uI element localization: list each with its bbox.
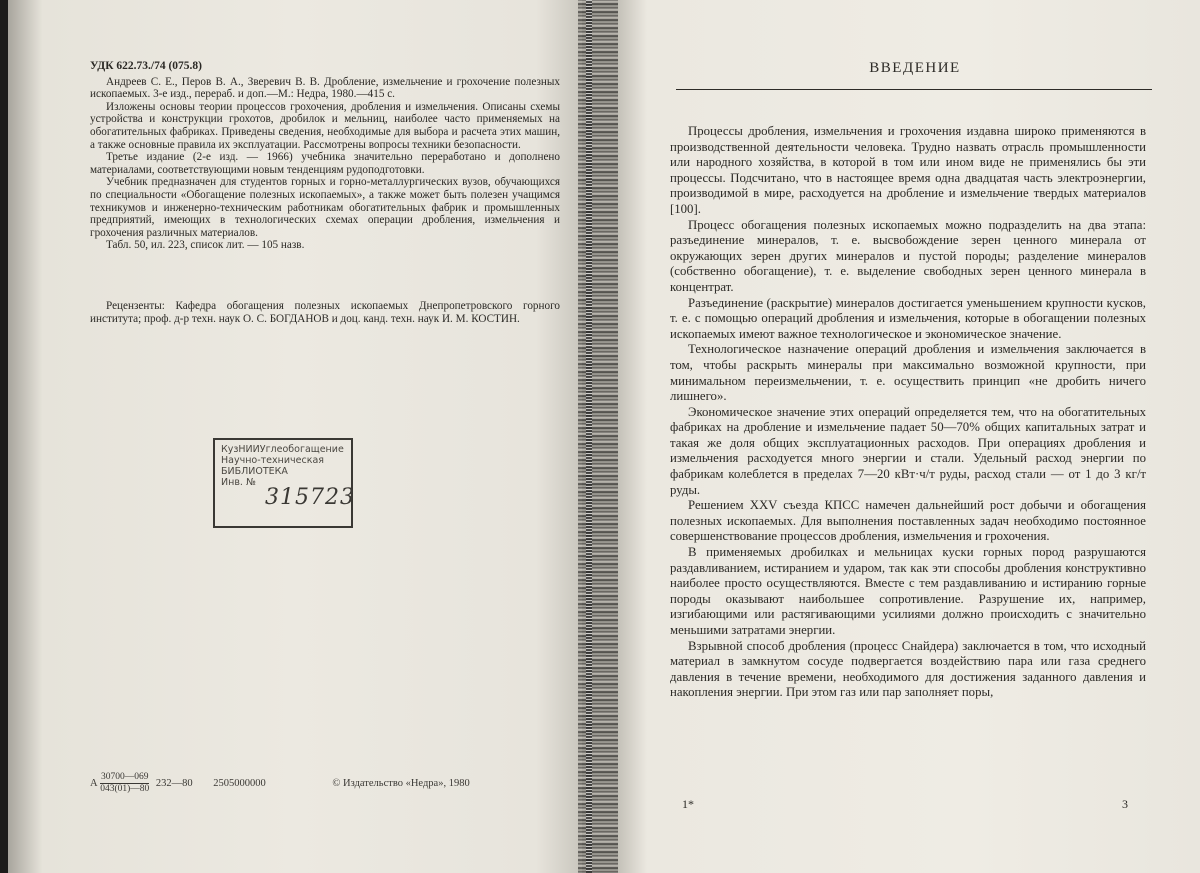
body-paragraph: Разъединение (раскрытие) минералов достигается уменьшением крупности кусков, т. е. с помощью операций дробления и измельчения, которые в обогащении полезных ископаемых имеют важное технологическое и экономическое значение. xyxy=(670,295,1146,341)
reviewers-text: Рецензенты: Кафедра обогащения полезных ископаемых Днепропетровского горного института; проф. д-р техн. наук О. С. БОГДАНОВ и доц. канд. техн. наук И. М. КОСТИН. xyxy=(90,300,560,325)
chapter-body xyxy=(670,124,1146,701)
stamp-inventory-number: 315723 xyxy=(265,485,355,510)
fraction-top: 30700—069 xyxy=(101,772,149,782)
left-page xyxy=(8,0,582,873)
imprint-code: 232—80 xyxy=(155,777,193,789)
body-paragraph: Процесс обогащения полезных ископаемых можно подразделить на два этапа: разъединение минералов, т. е. высвобождение зерен ценного минерала от окружающих зерен других минералов и пустой породы; разделение минералов (собственно обогащение), т. е. выделение свободных зерен ценного минерала в концентрат. xyxy=(670,217,1146,294)
imprint-letter: А xyxy=(90,777,98,789)
stamp-line: КузНИИУглеобогащение xyxy=(221,444,344,455)
body-paragraph: Взрывной способ дробления (процесс Снайдера) заключается в том, что исходный материал в замкнутом сосуде подвергается воздействию пара или газа среднего давления в течение времени, необходимого для достижения заданного давления и накопления энергии. При этом газ или пар заполняет поры, xyxy=(670,638,1146,700)
biblio-paragraph: Третье издание (2-е изд. — 1966) учебника значительно переработано и дополнено материалами, соответствующими новым тенденциям рудоподготовки. xyxy=(90,151,560,176)
stamp-line: Научно-техническая xyxy=(221,455,324,466)
fraction-bottom: 043(01)—80 xyxy=(100,784,150,794)
imprint-fraction xyxy=(100,772,149,795)
stamp-line: БИБЛИОТЕКА xyxy=(221,466,288,477)
page-number: 3 xyxy=(1122,797,1128,811)
chapter-title: ВВЕДЕНИЕ xyxy=(869,60,961,76)
biblio-paragraph: Учебник предназначен для студентов горных и горно-металлургических вузов, обучающихся по специальности «Обогащение полезных ископаемых», а также может быть полезен учащимся техникумов и инженерно-техническим работникам обогатительных фабрик и промышленных предприятий, имеющих в технологических схемах операции дробления, измельчения и грохочения различных материалов. xyxy=(90,176,560,239)
library-stamp xyxy=(213,438,353,528)
right-page xyxy=(618,0,1200,873)
copyright-line: © Издательство «Недра», 1980 xyxy=(332,777,470,789)
udk-code: УДК 622.73./74 (075.8) xyxy=(90,60,203,72)
reviewers-block xyxy=(90,300,560,325)
imprint-code: 2505000000 xyxy=(213,777,266,789)
chapter-header xyxy=(670,60,1140,90)
stamp-line: Инв. № xyxy=(221,477,256,488)
bibliographic-block xyxy=(90,60,560,252)
body-paragraph: Экономическое значение этих операций определяется тем, что на обогатительных фабриках на дробление и измельчение падает 50—70% общих капитальных затрат и такая же доля общих эксплуатационных расходов. При операциях дробления и измельчения расходуется много энергии и стали. Удельный расход энергии по фабрикам колеблется в пределах 7—20 кВт·ч/т руды, расход стали — от 1 до 3 кг/т руды. xyxy=(670,404,1146,497)
signature-mark: 1* xyxy=(682,797,694,811)
imprint-line xyxy=(90,772,560,795)
body-paragraph: Решением XXV съезда КПСС намечен дальнейший рост добычи и обогащения полезных ископаемых. Для выполнения поставленных задач необходимо постоянное совершенствование процессов дробления, измельчения и грохочения. xyxy=(670,498,1146,544)
body-paragraph: В применяемых дробилках и мельницах куски горных пород разрушаются раздавливанием, истиранием и ударом, так как эти способы дробления конструктивно наиболее просто осуществляются. Вместе с тем раздавливанию и истиранию горные породы оказывают наибольшее сопротивление. Разрушение их, например, изгибающими или растягивающими усилиями должно происходить с значительно меньшими затратами энергии. xyxy=(670,545,1146,637)
biblio-paragraph: Изложены основы теории процессов грохочения, дробления и измельчения. Описаны схемы устройства и конструкции грохотов, дробилок и мельниц, наиболее часто применяемых на обогатительных фабриках. Приведены сведения, необходимые для выбора и расчета этих машин, а также основные правила их эксплуатации. Рассмотрены вопросы техники безопасности. xyxy=(90,100,560,151)
body-paragraph: Процессы дробления, измельчения и грохочения издавна широко применяются в производственной деятельности человека. Трудно назвать отрасль промышленности или народного хозяйства, в которой в том или ином виде не применялись бы эти процессы. Подсчитано, что в настоящее время одна двадцатая часть электроэнергии, производимой в мире, расходуется на дробление и измельчение твердых материалов [100]. xyxy=(670,124,1146,216)
heading-rule xyxy=(676,89,1152,90)
biblio-paragraph: Табл. 50, ил. 223, список лит. — 105 назв. xyxy=(106,239,305,252)
body-paragraph: Технологическое назначение операций дробления и измельчения заключается в том, чтобы раскрыть минералы при максимально возможной крупности, при минимальном переизмельчении, т. е. осуществить принцип «не дробить ничего лишнего». xyxy=(670,342,1146,404)
book-spine xyxy=(578,0,618,873)
biblio-paragraph: Андреев С. Е., Перов В. А., Зверевич В. В. Дробление, измельчение и грохочение полезных ископаемых. 3-е изд., перераб. и доп.—М.: Недра, 1980.—415 с. xyxy=(90,75,560,101)
